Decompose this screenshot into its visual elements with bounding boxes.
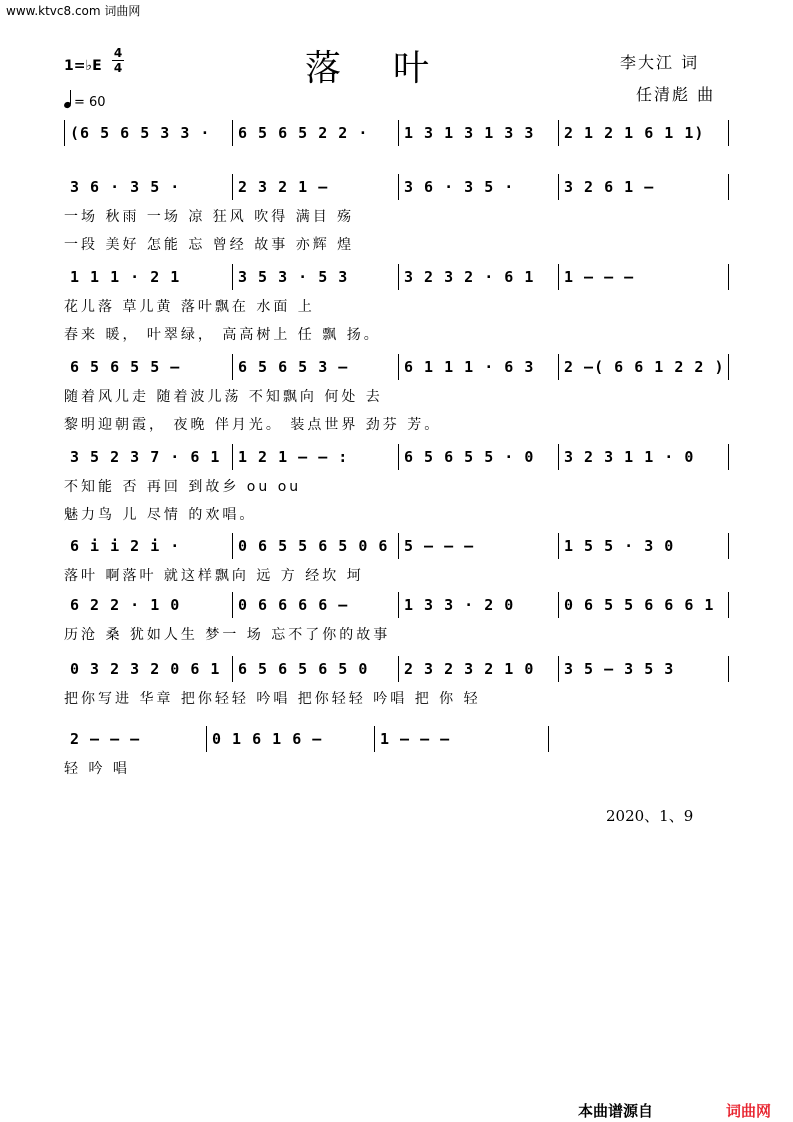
lyric-line: 一场 秋雨 一场 凉 狂风 吹得 满目 殇 (64, 209, 355, 225)
measure: 0 6 5 5 6 6 6 1 (564, 596, 715, 614)
bar-line (398, 120, 399, 146)
measure: 0 6 5 5 6 5 0 6 (238, 537, 389, 555)
time-signature-top: 4 (113, 46, 123, 60)
lyric-line: 轻 吟 唱 (64, 761, 130, 777)
measure: (6 5 6 5 3 3 · (70, 124, 211, 142)
measure: 1 2 1 – – : (238, 448, 349, 466)
bar-line (728, 174, 729, 200)
measure: 3 2 3 2 · 6 1 (404, 268, 535, 286)
bar-line (728, 592, 729, 618)
measure: 3 5 2 3 7 · 6 1 (70, 448, 221, 466)
bar-line (728, 533, 729, 559)
measure: 6 2 2 · 1 0 (70, 596, 181, 614)
measure: 3 5 3 · 5 3 (238, 268, 349, 286)
measure: 1 3 3 · 2 0 (404, 596, 515, 614)
bar-line (728, 444, 729, 470)
bar-line (232, 174, 233, 200)
composer-credit: 任清彪 曲 (636, 85, 716, 104)
bar-line (398, 533, 399, 559)
measure: 1 1 1 · 2 1 (70, 268, 181, 286)
bar-line (64, 120, 65, 146)
measure: 6 5 6 5 5 – (70, 358, 181, 376)
bar-line (398, 264, 399, 290)
bar-line (232, 656, 233, 682)
lyric-line: 魅力鸟 儿 尽情 的欢唱。 (64, 507, 257, 523)
bar-line (232, 264, 233, 290)
measure: 3 6 · 3 5 · (70, 178, 181, 196)
measure: 0 3 2 3 2 0 6 1 (70, 660, 221, 678)
measure: 3 5 – 3 5 3 (564, 660, 675, 678)
lyric-line: 不知能 否 再回 到故乡 ou ou (64, 479, 302, 495)
lyric-line: 花儿落 草儿黄 落叶飘在 水面 上 (64, 299, 315, 315)
time-signature-bottom: 4 (113, 61, 123, 75)
measure: 5 – – – (404, 537, 475, 555)
bar-line (398, 592, 399, 618)
bar-line (232, 592, 233, 618)
measure: 1 5 5 · 3 0 (564, 537, 675, 555)
bar-line (558, 444, 559, 470)
bar-line (206, 726, 207, 752)
site-watermark: www.ktvc8.com 词曲网 (6, 4, 141, 18)
key-signature: 1=♭E (64, 58, 102, 74)
measure: 2 1 2 1 6 1 1) (564, 124, 705, 142)
measure: 0 1 6 1 6 – (212, 730, 323, 748)
bar-line (558, 354, 559, 380)
measure: 1 – – – (564, 268, 635, 286)
measure: 2 3 2 3 2 1 0 (404, 660, 535, 678)
bar-line (232, 444, 233, 470)
measure: 6 1 1 1 · 6 3 (404, 358, 535, 376)
measure: 3 2 6 1 – (564, 178, 655, 196)
lyric-line: 落叶 啊落叶 就这样飘向 远 方 经坎 坷 (64, 568, 364, 584)
bar-line (398, 354, 399, 380)
measure: 6 i i 2 i · (70, 537, 181, 555)
measure: 1 – – – (380, 730, 451, 748)
bar-line (374, 726, 375, 752)
footer-source: 本曲谱源自 (578, 1102, 654, 1120)
time-signature (112, 47, 124, 74)
tempo-marking (64, 92, 106, 110)
measure: 6 5 6 5 6 5 0 (238, 660, 369, 678)
measure: 1 3 1 3 1 3 3 (404, 124, 535, 142)
bar-line (232, 120, 233, 146)
measure: 0 6 6 6 6 – (238, 596, 349, 614)
bar-line (398, 174, 399, 200)
bar-line (558, 533, 559, 559)
bar-line (728, 354, 729, 380)
bar-line (398, 444, 399, 470)
bar-line (548, 726, 549, 752)
bar-line (558, 656, 559, 682)
lyric-line: 历沧 桑 犹如人生 梦一 场 忘不了你的故事 (64, 627, 391, 643)
bar-line (558, 174, 559, 200)
measure: 2 – – – (70, 730, 141, 748)
measure: 6 5 6 5 3 – (238, 358, 349, 376)
footer-logo: 词曲网 (726, 1102, 772, 1120)
bar-line (232, 354, 233, 380)
bar-line (232, 533, 233, 559)
bar-line (728, 120, 729, 146)
measure: 6 5 6 5 2 2 · (238, 124, 369, 142)
measure: 3 6 · 3 5 · (404, 178, 515, 196)
measure: 2 –( 6 6 1 2 2 ) (564, 358, 725, 376)
lyric-line: 把你写进 华章 把你轻轻 吟唱 把你轻轻 吟唱 把 你 轻 (64, 691, 481, 707)
bar-line (558, 120, 559, 146)
measure: 2 3 2 1 – (238, 178, 329, 196)
lyric-line: 黎明迎朝霞， 夜晚 伴月光。 装点世界 劲芬 芳。 (64, 417, 442, 433)
lyric-line: 春来 暖， 叶翠绿， 高高树上 任 飘 扬。 (64, 327, 381, 343)
lyric-line: 随着风儿走 随着波儿荡 不知飘向 何处 去 (64, 389, 383, 405)
lyricist-credit: 李大江 词 (620, 53, 700, 72)
measure: 6 5 6 5 5 · 0 (404, 448, 535, 466)
tempo-value: = 60 (74, 95, 106, 110)
bar-line (398, 656, 399, 682)
date: 2020、1、9 (606, 807, 694, 825)
page-title: 落叶 (305, 48, 482, 89)
measure: 3 2 3 1 1 · 0 (564, 448, 695, 466)
lyric-line: 一段 美好 怎能 忘 曾经 故事 亦辉 煌 (64, 237, 355, 253)
bar-line (558, 264, 559, 290)
bar-line (728, 656, 729, 682)
bar-line (558, 592, 559, 618)
bar-line (728, 264, 729, 290)
